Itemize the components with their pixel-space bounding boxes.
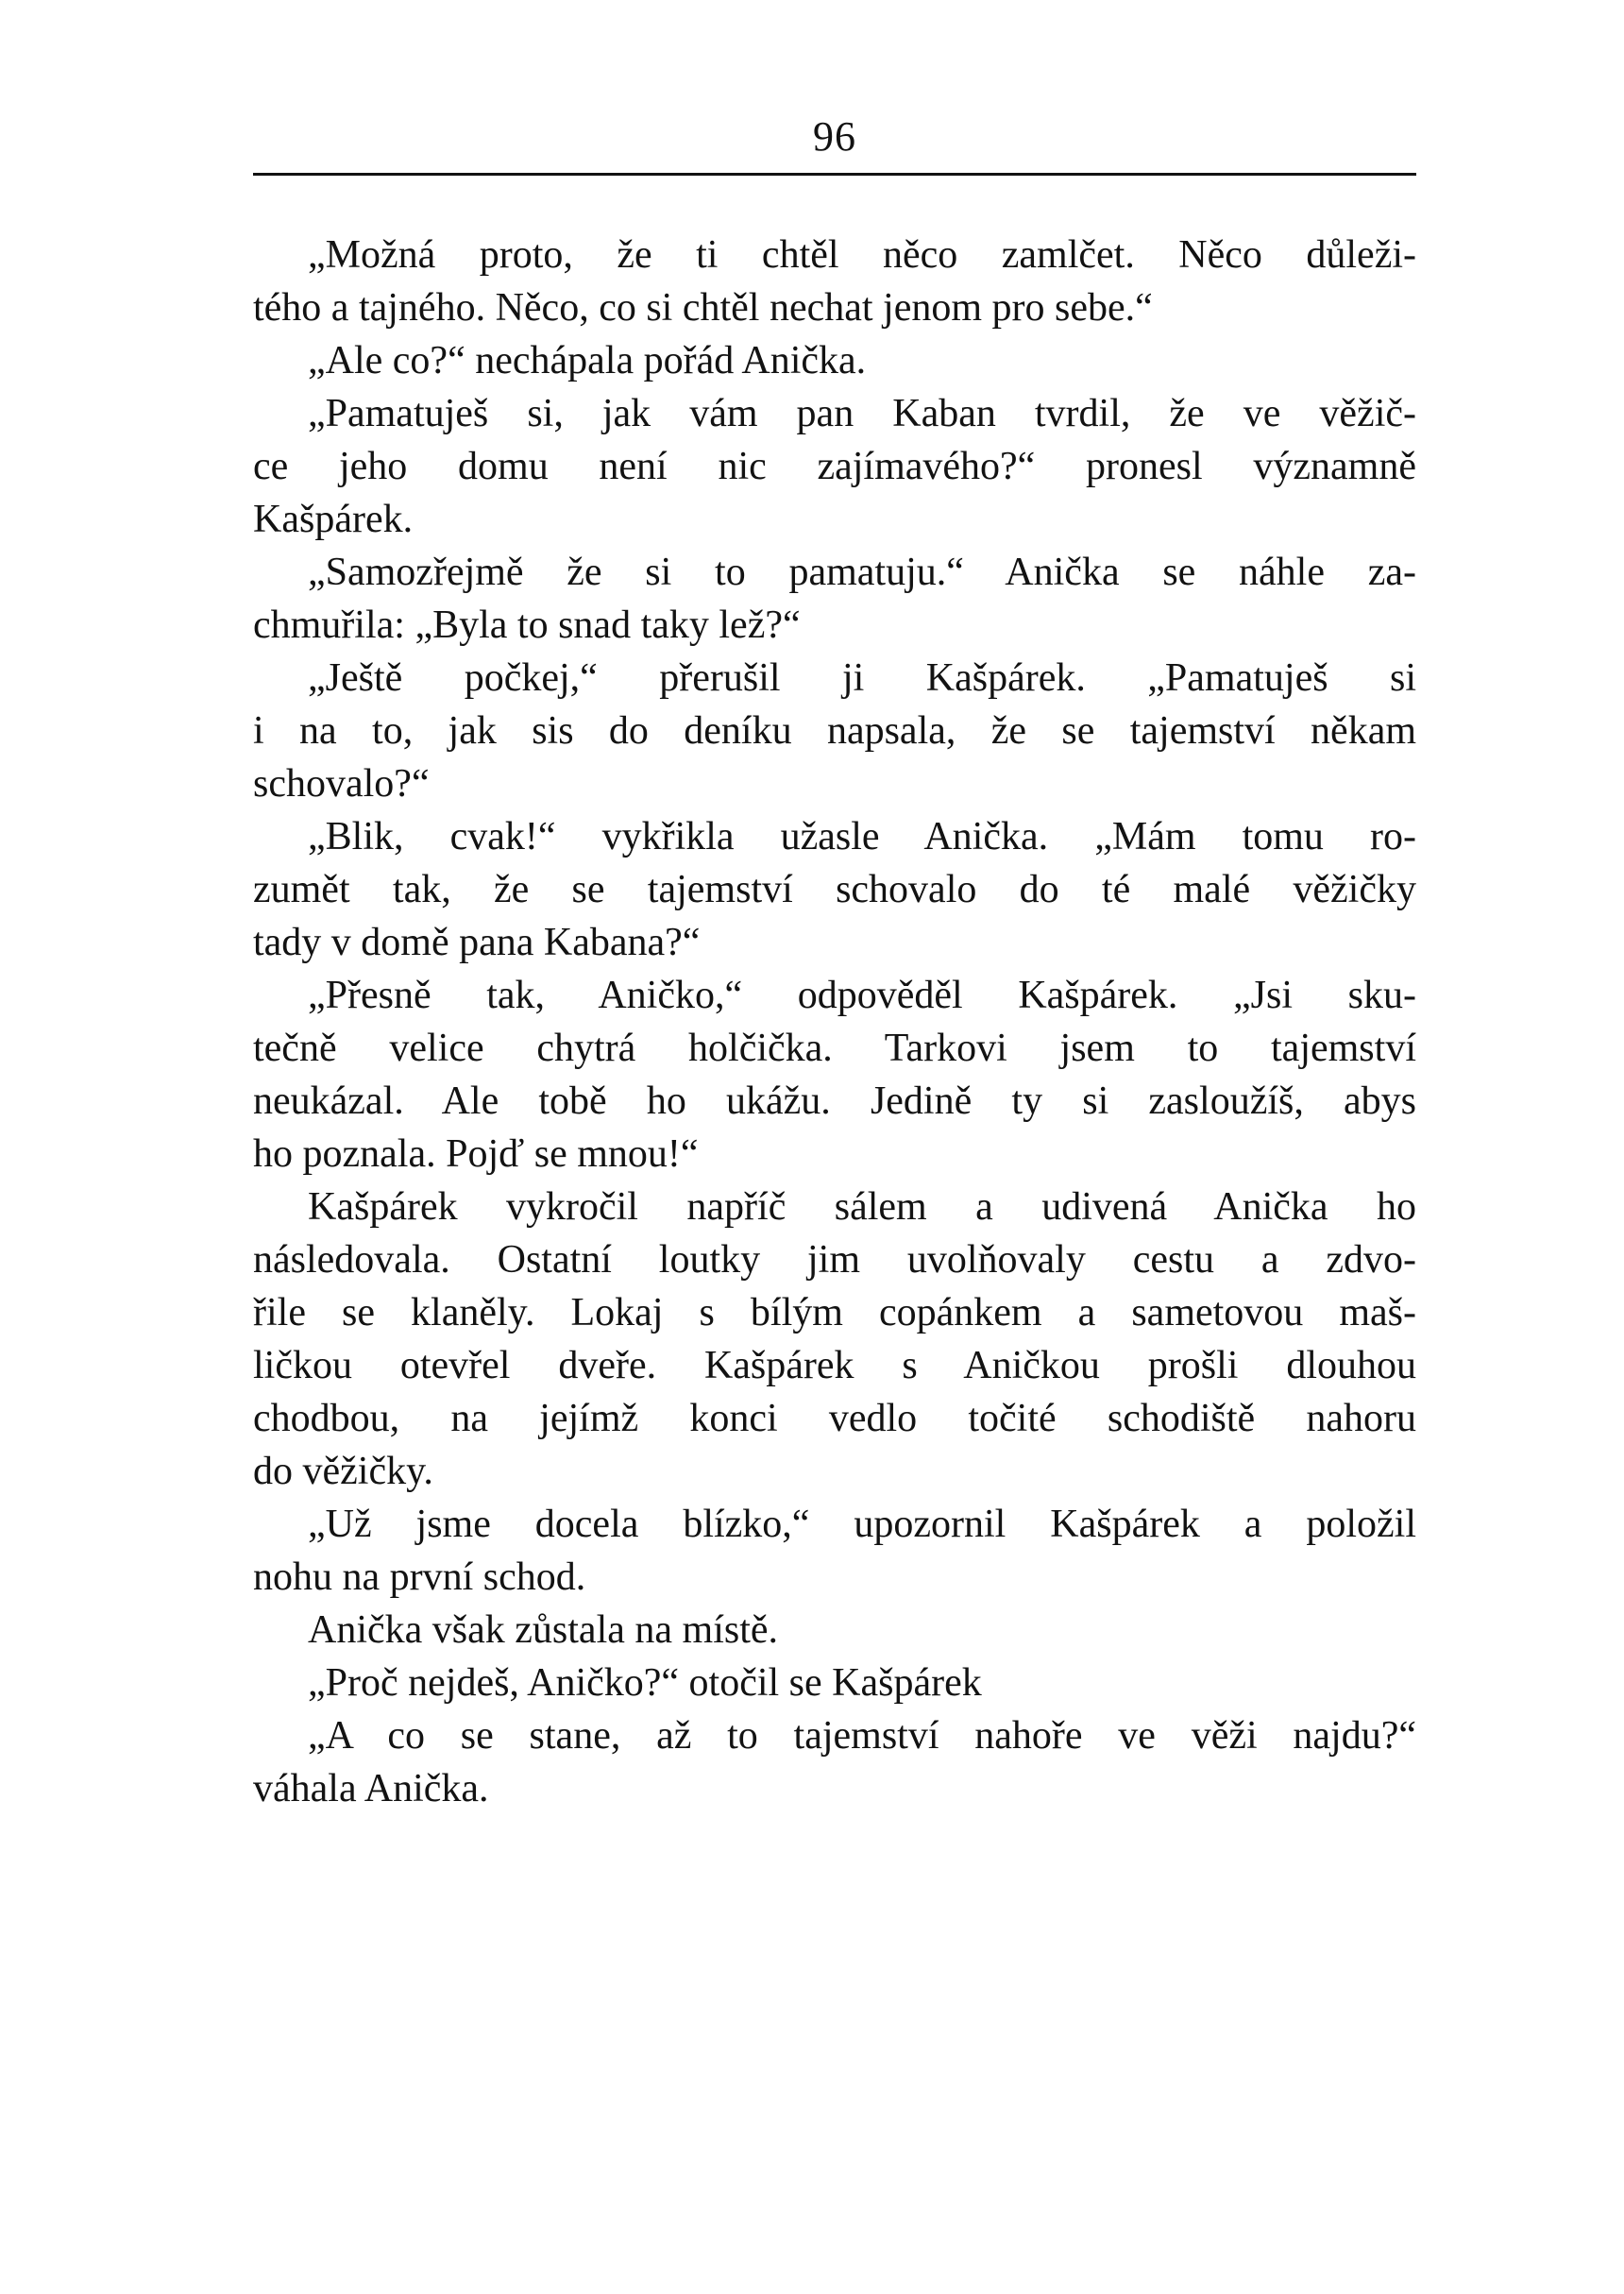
- text-line: Anička však zůstala na místě.: [308, 1608, 779, 1652]
- text-line: „Ale co?“ nechápala pořád Anička.: [308, 339, 867, 382]
- text-line: chodbou, na jejímž konci vedlo točité schodiště nahoru: [253, 1397, 1416, 1440]
- text-line: tady v domě pana Kabana?“: [253, 921, 701, 964]
- text-line: do věžičky.: [253, 1450, 433, 1493]
- paragraph: [253, 652, 1416, 810]
- text-line: Kašpárek.: [253, 498, 414, 541]
- paragraph: [253, 969, 1416, 1181]
- text-line: „Pamatuješ si, jak vám pan Kaban tvrdil, že ve věžič-: [308, 392, 1416, 435]
- paragraph: [253, 546, 1416, 652]
- paragraph: [253, 229, 1416, 334]
- text-line: chmuřila: „Byla to snad taky lež?“: [253, 603, 801, 647]
- text-line: zumět tak, že se tajemství schovalo do té malé věžičky: [253, 868, 1416, 911]
- paragraph: [253, 1604, 1416, 1657]
- text-line: „Možná proto, že ti chtěl něco zamlčet. Něco důleži-: [308, 233, 1416, 277]
- text-line: řile se klaněly. Lokaj s bílým copánkem a sametovou maš-: [253, 1291, 1416, 1334]
- text-line: ličkou otevřel dveře. Kašpárek s Aničkou prošli dlouhou: [253, 1344, 1416, 1387]
- paragraph: [253, 387, 1416, 546]
- header-rule: [253, 173, 1416, 176]
- paragraph: [253, 1181, 1416, 1498]
- text-line: „Blik, cvak!“ vykřikla užasle Anička. „Mám tomu ro-: [308, 815, 1416, 858]
- paragraph: [253, 810, 1416, 969]
- paragraph: [253, 1498, 1416, 1604]
- page-number: 96: [813, 113, 856, 160]
- text-line: „Už jsme docela blízko,“ upozornil Kašpárek a položil: [308, 1503, 1416, 1546]
- body-text: [253, 229, 1416, 1815]
- text-line: Kašpárek vykročil napříč sálem a udivená Anička ho: [308, 1185, 1416, 1229]
- paragraph: [253, 1657, 1416, 1709]
- text-line: „Přesně tak, Aničko,“ odpověděl Kašpárek. „Jsi sku-: [308, 974, 1416, 1017]
- text-line: ho poznala. Pojď se mnou!“: [253, 1132, 699, 1176]
- text-column: [253, 111, 1416, 1815]
- text-line: „Ještě počkej,“ přerušil ji Kašpárek. „Pamatuješ si: [308, 656, 1416, 700]
- text-line: váhala Anička.: [253, 1767, 489, 1810]
- text-line: „Samozřejmě že si to pamatuju.“ Anička se náhle za-: [308, 551, 1416, 594]
- text-line: nohu na první schod.: [253, 1555, 586, 1599]
- text-line: „Proč nejdeš, Aničko?“ otočil se Kašpárek: [308, 1661, 982, 1705]
- text-line: i na to, jak sis do deníku napsala, že se tajemství někam: [253, 709, 1416, 753]
- text-line: ce jeho domu není nic zajímavého?“ pronesl významně: [253, 445, 1416, 488]
- text-line: neukázal. Ale tobě ho ukážu. Jedině ty si zasloužíš, abys: [253, 1079, 1416, 1123]
- text-line: „A co se stane, až to tajemství nahoře ve věži najdu?“: [308, 1714, 1416, 1758]
- text-line: tečně velice chytrá holčička. Tarkovi jsem to tajemství: [253, 1027, 1416, 1070]
- paragraph: [253, 334, 1416, 387]
- text-line: schovalo?“: [253, 762, 430, 806]
- text-line: následovala. Ostatní loutky jim uvolňovaly cestu a zdvo-: [253, 1238, 1416, 1282]
- paragraph: [253, 1709, 1416, 1815]
- text-line: tého a tajného. Něco, co si chtěl nechat jenom pro sebe.“: [253, 286, 1153, 330]
